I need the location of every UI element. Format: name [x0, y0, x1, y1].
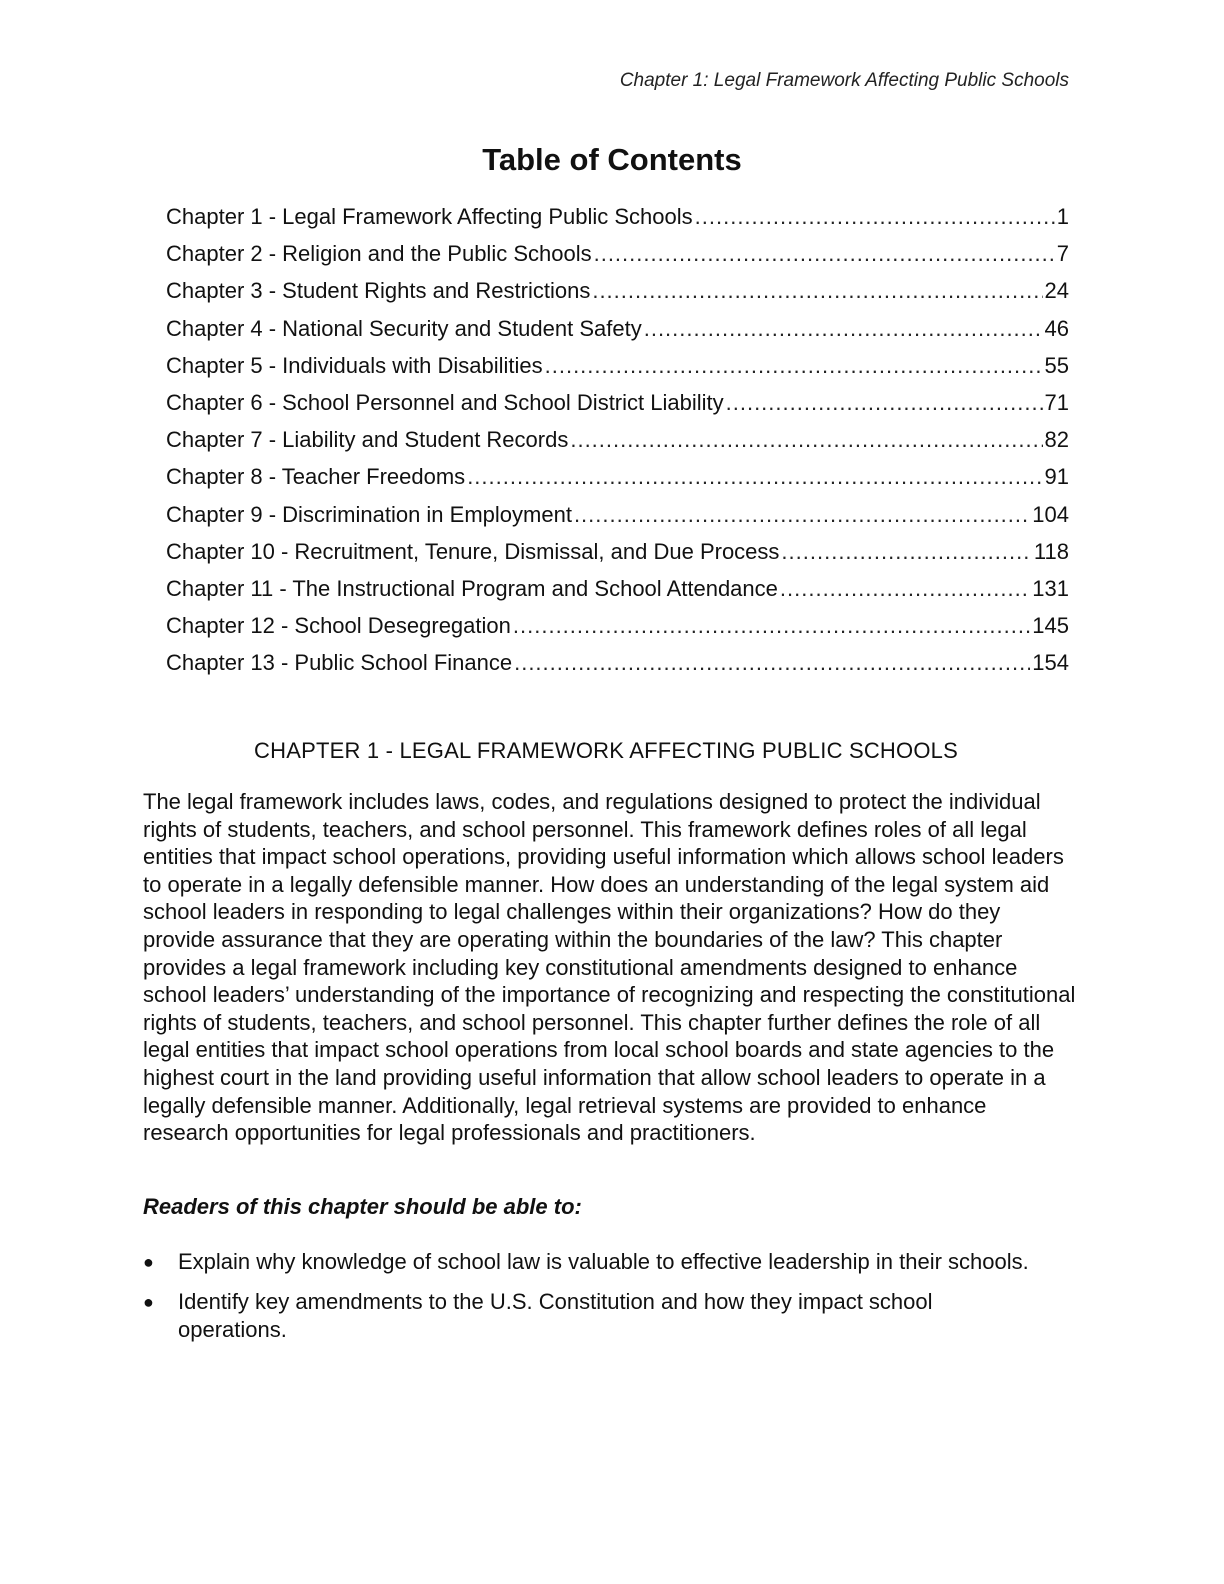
toc-entry-label: Chapter 3 - Student Rights and Restrictions: [166, 278, 591, 304]
toc-entry[interactable]: [166, 535, 1069, 572]
dot-leader: [514, 646, 1030, 680]
toc-title: Table of Contents: [482, 142, 742, 177]
dot-leader: [781, 535, 1032, 569]
running-header: Chapter 1: Legal Framework Affecting Public Schools: [619, 70, 1069, 91]
toc-entry-label: Chapter 8 - Teacher Freedoms: [166, 464, 466, 490]
toc-entry[interactable]: [166, 609, 1069, 646]
dot-leader: [467, 460, 1042, 494]
objectives-heading: Readers of this chapter should be able to:: [143, 1194, 582, 1219]
toc-entry[interactable]: [166, 237, 1069, 274]
toc-entry-label: Chapter 10 - Recruitment, Tenure, Dismissal, and Due Process: [166, 538, 780, 564]
intro-paragraph: The legal framework includes laws, codes, and regulations designed to protect the individual rights of students, teachers, and school personnel. This framework defines roles of all legal entities that impact school operations, providing useful information which allows school leaders to operate in a legally defensible manner. How does an understanding of the legal system aid school leaders in responding to legal challenges within their organizations? How do they provide assurance that they are operating within the boundaries of the law? This chapter provides a legal framework including key constitutional amendments designed to enhance school leaders’ understanding of the importance of recognizing and respecting the constitutional rights of students, teachers, and school personnel. This chapter further defines the role of all legal entities that impact school operations from local school boards and state agencies to the highest court in the land providing useful information that allow school leaders to operate in a legally defensible manner. Additionally, legal retrieval systems are provided to enhance research opportunities for legal professionals and practitioners.: [143, 789, 1076, 1146]
list-item: [143, 1248, 1043, 1276]
toc-entry-label: Chapter 2 - Religion and the Public Schools: [166, 241, 592, 267]
toc-entry-page: 24: [1044, 278, 1069, 304]
toc-entry-page: 131: [1032, 575, 1069, 601]
toc-entry[interactable]: [166, 646, 1069, 683]
toc-entry-page: 71: [1044, 389, 1069, 415]
toc-entry[interactable]: [166, 460, 1069, 497]
toc-entry[interactable]: [166, 200, 1069, 237]
dot-leader: [780, 572, 1030, 606]
dot-leader: [592, 274, 1042, 308]
dot-leader: [594, 237, 1055, 271]
toc-entry-label: Chapter 5 - Individuals with Disabilities: [166, 352, 543, 378]
toc-entry-label: Chapter 9 - Discrimination in Employment: [166, 501, 572, 527]
table-of-contents: [166, 200, 1069, 683]
dot-leader: [695, 200, 1055, 234]
toc-entry-label: Chapter 6 - School Personnel and School District Liability: [166, 389, 724, 415]
toc-entry[interactable]: [166, 423, 1069, 460]
dot-leader: [644, 312, 1043, 346]
toc-entry-page: 82: [1044, 427, 1069, 453]
toc-entry-label: Chapter 1 - Legal Framework Affecting Public Schools: [166, 204, 693, 229]
toc-entry-label: Chapter 11 - The Instructional Program and School Attendance: [166, 575, 778, 601]
toc-entry[interactable]: [166, 312, 1069, 349]
dot-leader: [545, 349, 1043, 383]
toc-entry-label: Chapter 13 - Public School Finance: [166, 650, 513, 676]
dot-leader: [570, 423, 1042, 457]
toc-entry-page: 118: [1033, 538, 1069, 564]
chapter-heading: CHAPTER 1 - LEGAL FRAMEWORK AFFECTING PUBLIC SCHOOLS: [254, 738, 958, 763]
toc-entry[interactable]: [166, 386, 1069, 423]
toc-entry-page: 104: [1032, 501, 1069, 527]
toc-entry-page: 154: [1032, 650, 1069, 676]
objectives-list: [143, 1248, 1043, 1356]
dot-leader: [574, 498, 1030, 532]
toc-entry-page: 91: [1044, 464, 1069, 490]
dot-leader: [726, 386, 1043, 420]
toc-entry-page: 46: [1044, 315, 1069, 341]
toc-entry-label: Chapter 7 - Liability and Student Records: [166, 427, 569, 453]
toc-entry-page: 1: [1056, 204, 1069, 229]
toc-entry-label: Chapter 12 - School Desegregation: [166, 613, 511, 639]
objective-text: Explain why knowledge of school law is valuable to effective leadership in their schools.: [178, 1249, 1029, 1274]
toc-entry-page: 7: [1056, 241, 1069, 267]
toc-entry-page: 145: [1032, 613, 1069, 639]
toc-entry[interactable]: [166, 498, 1069, 535]
toc-entry[interactable]: [166, 349, 1069, 386]
toc-entry-label: Chapter 4 - National Security and Student Safety: [166, 315, 642, 341]
toc-entry[interactable]: [166, 274, 1069, 311]
bullet-icon: ●: [143, 1292, 154, 1312]
dot-leader: [513, 609, 1030, 643]
toc-entry[interactable]: [166, 572, 1069, 609]
objective-text: Identify key amendments to the U.S. Constitution and how they impact school operations.: [178, 1289, 933, 1342]
bullet-icon: ●: [143, 1252, 154, 1272]
list-item: [143, 1288, 1043, 1344]
toc-entry-page: 55: [1044, 352, 1069, 378]
